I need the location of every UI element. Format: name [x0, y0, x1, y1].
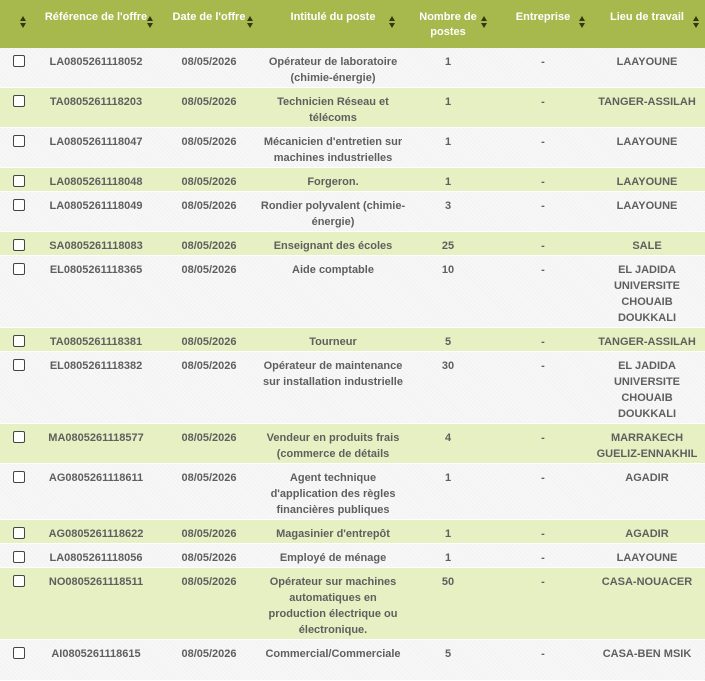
table-row[interactable] [0, 256, 705, 328]
company: - [541, 432, 545, 444]
row-checkbox[interactable] [13, 471, 25, 483]
offer-date: 08/05/2026 [181, 240, 237, 252]
table-row[interactable] [0, 88, 705, 128]
positions-count: 30 [441, 360, 455, 372]
positions-count: 1 [444, 96, 452, 108]
table-header [0, 0, 705, 48]
row-checkbox[interactable] [13, 359, 25, 371]
work-location: EL JADIDA UNIVERSITE CHOUAIB DOUKKALI [613, 360, 680, 420]
offer-reference: LA0805261118049 [49, 200, 143, 212]
work-location: LAAYOUNE [616, 56, 678, 68]
positions-count: 3 [444, 200, 452, 212]
work-location: AGADIR [625, 528, 669, 540]
job-title: Magasinier d'entrepôt [276, 528, 390, 540]
offer-reference: LA0805261118052 [49, 56, 143, 68]
offer-date: 08/05/2026 [181, 176, 237, 188]
job-title: Vendeur en produits frais (commerce de détails [266, 432, 400, 460]
offer-reference: LA0805261118056 [49, 552, 143, 564]
row-checkbox[interactable] [13, 527, 25, 539]
offer-reference: EL0805261118382 [49, 360, 143, 372]
positions-count: 1 [444, 552, 452, 564]
column-header-lieu[interactable]: Lieu de travail [610, 11, 684, 23]
company: - [541, 528, 545, 540]
job-title: Tourneur [309, 336, 357, 348]
job-title: Rondier polyvalent (chimie-énergie) [260, 200, 406, 228]
offer-reference: AG0805261118611 [48, 472, 144, 484]
company: - [541, 648, 545, 660]
sort-icon[interactable] [247, 16, 254, 29]
sort-icon[interactable] [20, 16, 27, 29]
sort-icon[interactable] [389, 16, 396, 29]
work-location: TANGER-ASSILAH [598, 336, 696, 348]
company: - [541, 360, 545, 372]
work-location: LAAYOUNE [616, 176, 678, 188]
column-header-nombre[interactable]: Nombre de postes [419, 11, 477, 38]
job-title: Opérateur de laboratoire (chimie-énergie) [268, 56, 398, 84]
offer-date: 08/05/2026 [181, 552, 237, 564]
table-row[interactable] [0, 424, 705, 464]
offer-date: 08/05/2026 [181, 472, 237, 484]
positions-count: 25 [441, 240, 455, 252]
job-title: Opérateur de maintenance sur installation industrielle [263, 360, 403, 388]
positions-count: 5 [444, 336, 452, 348]
offer-date: 08/05/2026 [181, 264, 237, 276]
offer-reference: MA0805261118577 [48, 432, 144, 444]
job-title: Mécanicien d'entretien sur machines industrielles [263, 136, 403, 164]
offer-reference: EL0805261118365 [49, 264, 143, 276]
positions-count: 50 [441, 576, 455, 588]
sort-icon[interactable] [693, 16, 700, 29]
offer-reference: AG0805261118622 [48, 528, 144, 540]
offer-date: 08/05/2026 [181, 56, 237, 68]
company: - [541, 264, 545, 276]
job-title: Enseignant des écoles [273, 240, 393, 252]
positions-count: 10 [441, 264, 455, 276]
offer-reference: TA0805261118203 [49, 96, 143, 108]
positions-count: 1 [444, 176, 452, 188]
column-header-entreprise[interactable]: Entreprise [515, 11, 571, 23]
table-row[interactable] [0, 48, 705, 88]
table-row[interactable] [0, 520, 705, 544]
work-location: EL JADIDA UNIVERSITE CHOUAIB DOUKKALI [613, 264, 680, 324]
company: - [541, 576, 545, 588]
offer-reference: NO0805261118511 [48, 576, 144, 588]
column-header-intitule[interactable]: Intitulé du poste [290, 11, 376, 23]
offer-reference: SA0805261118083 [49, 240, 143, 252]
positions-count: 4 [444, 432, 452, 444]
work-location: MARRAKECH GUELIZ-ENNAKHIL [596, 432, 698, 460]
row-checkbox[interactable] [13, 95, 25, 107]
offer-date: 08/05/2026 [181, 336, 237, 348]
work-location: LAAYOUNE [616, 136, 678, 148]
row-checkbox[interactable] [13, 263, 25, 275]
positions-count: 1 [444, 472, 452, 484]
row-checkbox[interactable] [13, 647, 25, 659]
company: - [541, 552, 545, 564]
offer-reference: LA0805261118047 [49, 136, 143, 148]
offer-date: 08/05/2026 [181, 432, 237, 444]
work-location: CASA-NOUACER [601, 576, 693, 588]
company: - [541, 336, 545, 348]
row-checkbox[interactable] [13, 199, 25, 211]
offer-reference: AI0805261118615 [51, 648, 141, 660]
company: - [541, 56, 545, 68]
offer-date: 08/05/2026 [181, 648, 237, 660]
sort-icon[interactable] [579, 16, 586, 29]
offer-date: 08/05/2026 [181, 360, 237, 372]
work-location: CASA-BEN MSIK [602, 648, 692, 660]
company: - [541, 96, 545, 108]
work-location: LAAYOUNE [616, 552, 678, 564]
positions-count: 1 [444, 56, 452, 68]
sort-icon[interactable] [147, 16, 154, 29]
job-title: Commercial/Commerciale [265, 648, 401, 660]
row-checkbox[interactable] [13, 551, 25, 563]
job-title: Opérateur sur machines automatiques en production électrique ou électronique. [268, 576, 398, 636]
work-location: SALE [632, 240, 662, 252]
job-title: Technicien Réseau et télécoms [277, 96, 389, 124]
job-title: Employé de ménage [279, 552, 387, 564]
offer-date: 08/05/2026 [181, 576, 237, 588]
table-row[interactable] [0, 352, 705, 424]
row-checkbox[interactable] [13, 575, 25, 587]
table-row[interactable] [0, 232, 705, 256]
positions-count: 1 [444, 528, 452, 540]
row-checkbox[interactable] [13, 335, 25, 347]
work-location: AGADIR [625, 472, 669, 484]
table-row[interactable] [0, 328, 705, 352]
company: - [541, 240, 545, 252]
job-title: Aide comptable [292, 264, 374, 276]
company: - [541, 176, 545, 188]
offer-reference: LA0805261118048 [49, 176, 143, 188]
row-checkbox[interactable] [13, 431, 25, 443]
work-location: LAAYOUNE [616, 200, 678, 212]
column-header-reference[interactable]: Référence de l'offre [44, 11, 148, 23]
table-row[interactable] [0, 128, 705, 168]
row-checkbox[interactable] [13, 135, 25, 147]
company: - [541, 136, 545, 148]
row-checkbox[interactable] [13, 175, 25, 187]
work-location: TANGER-ASSILAH [598, 96, 696, 108]
positions-count: 5 [444, 648, 452, 660]
company: - [541, 472, 545, 484]
offer-date: 08/05/2026 [181, 200, 237, 212]
table-row[interactable] [0, 544, 705, 568]
table-row[interactable] [0, 168, 705, 192]
sort-icon[interactable] [481, 16, 488, 29]
offer-date: 08/05/2026 [181, 528, 237, 540]
column-header-date[interactable]: Date de l'offre [172, 11, 246, 23]
table-row[interactable] [0, 640, 705, 681]
job-title: Agent technique d'application des règles financières publiques [270, 472, 396, 516]
row-checkbox[interactable] [13, 55, 25, 67]
offer-date: 08/05/2026 [181, 136, 237, 148]
table-row[interactable] [0, 568, 705, 640]
positions-count: 1 [444, 136, 452, 148]
table-row[interactable] [0, 464, 705, 520]
offer-reference: TA0805261118381 [49, 336, 143, 348]
row-checkbox[interactable] [13, 239, 25, 251]
table-row[interactable] [0, 192, 705, 232]
company: - [541, 200, 545, 212]
job-title: Forgeron. [307, 176, 359, 188]
offer-date: 08/05/2026 [181, 96, 237, 108]
